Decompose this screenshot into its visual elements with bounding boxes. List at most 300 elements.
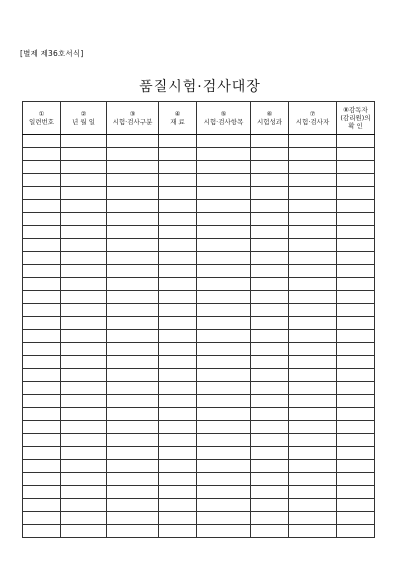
table-cell[interactable] — [61, 278, 107, 291]
table-cell[interactable] — [337, 525, 375, 538]
table-cell[interactable] — [61, 265, 107, 278]
table-cell[interactable] — [197, 434, 251, 447]
table-cell[interactable] — [61, 525, 107, 538]
table-cell[interactable] — [337, 473, 375, 486]
table-cell[interactable] — [159, 434, 197, 447]
table-cell[interactable] — [107, 174, 159, 187]
table-cell[interactable] — [289, 213, 337, 226]
table-cell[interactable] — [337, 161, 375, 174]
table-cell[interactable] — [337, 265, 375, 278]
table-cell[interactable] — [23, 278, 61, 291]
table-cell[interactable] — [23, 200, 61, 213]
table-cell[interactable] — [23, 317, 61, 330]
table-cell[interactable] — [289, 187, 337, 200]
table-cell[interactable] — [23, 434, 61, 447]
table-cell[interactable] — [107, 148, 159, 161]
table-cell[interactable] — [289, 330, 337, 343]
table-cell[interactable] — [337, 239, 375, 252]
table-row — [23, 395, 375, 408]
table-row — [23, 473, 375, 486]
table-cell[interactable] — [337, 447, 375, 460]
table-cell[interactable] — [23, 369, 61, 382]
table-cell[interactable] — [23, 304, 61, 317]
table-cell[interactable] — [337, 395, 375, 408]
table-row — [23, 239, 375, 252]
table-cell[interactable] — [289, 434, 337, 447]
table-row — [23, 356, 375, 369]
table-cell[interactable] — [289, 174, 337, 187]
table-cell[interactable] — [197, 174, 251, 187]
table-cell[interactable] — [289, 148, 337, 161]
table-cell[interactable] — [197, 499, 251, 512]
table-cell[interactable] — [61, 486, 107, 499]
table-cell[interactable] — [23, 486, 61, 499]
table-cell[interactable] — [23, 148, 61, 161]
table-row — [23, 369, 375, 382]
table-cell[interactable] — [197, 265, 251, 278]
table-cell[interactable] — [159, 135, 197, 148]
table-cell[interactable] — [61, 161, 107, 174]
table-cell[interactable] — [337, 486, 375, 499]
table-cell[interactable] — [197, 395, 251, 408]
table-cell[interactable] — [159, 447, 197, 460]
table-cell[interactable] — [23, 473, 61, 486]
column-label: 재 료 — [170, 118, 185, 126]
table-cell[interactable] — [337, 343, 375, 356]
table-cell[interactable] — [197, 148, 251, 161]
table-cell[interactable] — [107, 473, 159, 486]
table-cell[interactable] — [61, 200, 107, 213]
table-cell[interactable] — [23, 460, 61, 473]
table-cell[interactable] — [289, 161, 337, 174]
table-cell[interactable] — [337, 330, 375, 343]
table-cell[interactable] — [23, 252, 61, 265]
table-cell[interactable] — [61, 408, 107, 421]
table-cell[interactable] — [107, 525, 159, 538]
table-cell[interactable] — [61, 356, 107, 369]
table-cell[interactable] — [197, 473, 251, 486]
table-cell[interactable] — [289, 252, 337, 265]
table-cell[interactable] — [107, 265, 159, 278]
table-cell[interactable] — [23, 447, 61, 460]
table-cell[interactable] — [107, 330, 159, 343]
table-cell[interactable] — [159, 239, 197, 252]
table-row — [23, 200, 375, 213]
table-row — [23, 499, 375, 512]
table-cell[interactable] — [159, 148, 197, 161]
table-cell[interactable] — [251, 265, 289, 278]
table-cell[interactable] — [23, 499, 61, 512]
table-cell[interactable] — [107, 434, 159, 447]
table-cell[interactable] — [337, 512, 375, 525]
table-cell[interactable] — [107, 239, 159, 252]
table-cell[interactable] — [337, 226, 375, 239]
column-header-test-results — [251, 102, 289, 135]
table-cell[interactable] — [159, 265, 197, 278]
column-label: 시험·검사구분 — [112, 118, 153, 126]
table-cell[interactable] — [107, 369, 159, 382]
table-cell[interactable] — [107, 161, 159, 174]
table-cell[interactable] — [337, 213, 375, 226]
table-cell[interactable] — [23, 174, 61, 187]
table-cell[interactable] — [289, 135, 337, 148]
table-cell[interactable] — [251, 148, 289, 161]
column-header-test-items — [197, 102, 251, 135]
table-cell[interactable] — [337, 369, 375, 382]
table-cell[interactable] — [61, 512, 107, 525]
table-cell[interactable] — [197, 135, 251, 148]
table-cell[interactable] — [197, 421, 251, 434]
column-header-supervisor-confirmation — [337, 102, 375, 135]
table-cell[interactable] — [23, 135, 61, 148]
ledger-header — [23, 102, 375, 135]
table-row — [23, 447, 375, 460]
table-cell[interactable] — [289, 278, 337, 291]
table-cell[interactable] — [197, 343, 251, 356]
table-cell[interactable] — [251, 499, 289, 512]
table-cell[interactable] — [107, 304, 159, 317]
table-cell[interactable] — [337, 460, 375, 473]
table-cell[interactable] — [23, 161, 61, 174]
table-cell[interactable] — [61, 291, 107, 304]
table-cell[interactable] — [289, 356, 337, 369]
table-cell[interactable] — [107, 226, 159, 239]
table-cell[interactable] — [61, 252, 107, 265]
table-cell[interactable] — [61, 317, 107, 330]
column-number: ⑦ — [309, 110, 316, 118]
table-cell[interactable] — [289, 486, 337, 499]
table-cell[interactable] — [107, 200, 159, 213]
table-row — [23, 135, 375, 148]
table-cell[interactable] — [197, 252, 251, 265]
table-cell[interactable] — [289, 408, 337, 421]
table-cell[interactable] — [337, 291, 375, 304]
table-cell[interactable] — [107, 343, 159, 356]
table-cell[interactable] — [251, 473, 289, 486]
table-cell[interactable] — [61, 395, 107, 408]
table-cell[interactable] — [61, 135, 107, 148]
table-row — [23, 187, 375, 200]
table-cell[interactable] — [337, 317, 375, 330]
table-cell[interactable] — [197, 460, 251, 473]
table-cell[interactable] — [61, 226, 107, 239]
table-cell[interactable] — [337, 135, 375, 148]
table-cell[interactable] — [107, 291, 159, 304]
table-cell[interactable] — [197, 512, 251, 525]
table-cell[interactable] — [61, 473, 107, 486]
table-cell[interactable] — [61, 148, 107, 161]
table-row — [23, 382, 375, 395]
table-row — [23, 252, 375, 265]
table-cell[interactable] — [197, 330, 251, 343]
table-row — [23, 317, 375, 330]
column-header-test-type — [107, 102, 159, 135]
table-cell[interactable] — [23, 226, 61, 239]
table-cell[interactable] — [23, 330, 61, 343]
table-cell[interactable] — [159, 304, 197, 317]
column-number: ⑤ — [220, 110, 227, 118]
column-number: ① — [38, 110, 45, 118]
table-row — [23, 174, 375, 187]
table-cell[interactable] — [159, 525, 197, 538]
table-cell[interactable] — [159, 174, 197, 187]
table-cell[interactable] — [107, 213, 159, 226]
table-cell[interactable] — [159, 486, 197, 499]
form-number-label: [별제 제36호서식] — [20, 49, 84, 58]
table-cell[interactable] — [61, 343, 107, 356]
table-cell[interactable] — [107, 499, 159, 512]
table-cell[interactable] — [197, 486, 251, 499]
table-cell[interactable] — [289, 382, 337, 395]
table-cell[interactable] — [197, 161, 251, 174]
table-row — [23, 148, 375, 161]
table-cell[interactable] — [23, 356, 61, 369]
table-cell[interactable] — [61, 239, 107, 252]
table-cell[interactable] — [289, 343, 337, 356]
table-cell[interactable] — [289, 239, 337, 252]
table-cell[interactable] — [23, 512, 61, 525]
table-cell[interactable] — [251, 356, 289, 369]
table-cell[interactable] — [61, 213, 107, 226]
table-cell[interactable] — [159, 512, 197, 525]
table-cell[interactable] — [159, 343, 197, 356]
table-cell[interactable] — [23, 265, 61, 278]
table-cell[interactable] — [61, 421, 107, 434]
table-cell[interactable] — [159, 382, 197, 395]
table-cell[interactable] — [197, 291, 251, 304]
table-cell[interactable] — [159, 278, 197, 291]
table-cell[interactable] — [197, 213, 251, 226]
table-cell[interactable] — [337, 187, 375, 200]
table-row — [23, 161, 375, 174]
table-cell[interactable] — [159, 499, 197, 512]
table-cell[interactable] — [251, 252, 289, 265]
column-header-serial-number — [23, 102, 61, 135]
table-cell[interactable] — [289, 291, 337, 304]
table-cell[interactable] — [61, 369, 107, 382]
column-header-date — [61, 102, 107, 135]
table-cell[interactable] — [197, 525, 251, 538]
table-cell[interactable] — [159, 213, 197, 226]
table-cell[interactable] — [337, 356, 375, 369]
table-cell[interactable] — [337, 421, 375, 434]
table-cell[interactable] — [159, 187, 197, 200]
column-header-inspector — [289, 102, 337, 135]
table-cell[interactable] — [289, 421, 337, 434]
column-label: 시험·검사항목 — [203, 118, 244, 126]
table-cell[interactable] — [61, 434, 107, 447]
table-cell[interactable] — [251, 200, 289, 213]
table-cell[interactable] — [251, 486, 289, 499]
table-cell[interactable] — [107, 460, 159, 473]
table-cell[interactable] — [197, 226, 251, 239]
table-cell[interactable] — [159, 369, 197, 382]
table-cell[interactable] — [197, 408, 251, 421]
table-cell[interactable] — [23, 213, 61, 226]
table-cell[interactable] — [107, 486, 159, 499]
table-cell[interactable] — [107, 252, 159, 265]
table-cell[interactable] — [159, 408, 197, 421]
table-cell[interactable] — [251, 447, 289, 460]
table-cell[interactable] — [251, 135, 289, 148]
table-cell[interactable] — [107, 421, 159, 434]
table-cell[interactable] — [61, 447, 107, 460]
table-cell[interactable] — [251, 161, 289, 174]
column-label: 일련번호 — [28, 118, 55, 126]
table-cell[interactable] — [159, 252, 197, 265]
table-cell[interactable] — [337, 200, 375, 213]
table-cell[interactable] — [159, 317, 197, 330]
table-cell[interactable] — [159, 473, 197, 486]
ledger-table — [22, 101, 375, 538]
table-cell[interactable] — [61, 330, 107, 343]
table-cell[interactable] — [23, 382, 61, 395]
table-cell[interactable] — [251, 187, 289, 200]
table-cell[interactable] — [23, 421, 61, 434]
table-cell[interactable] — [337, 174, 375, 187]
table-cell[interactable] — [289, 447, 337, 460]
table-cell[interactable] — [107, 395, 159, 408]
header-row — [23, 102, 375, 135]
table-cell[interactable] — [251, 291, 289, 304]
column-label: 시험성과 — [256, 118, 283, 126]
table-cell[interactable] — [197, 187, 251, 200]
column-label: ⑧감독자 (감리원)의 확 인 — [340, 106, 371, 130]
table-cell[interactable] — [107, 317, 159, 330]
table-row — [23, 265, 375, 278]
table-cell[interactable] — [251, 395, 289, 408]
table-cell[interactable] — [107, 356, 159, 369]
table-cell[interactable] — [251, 304, 289, 317]
table-cell[interactable] — [107, 187, 159, 200]
table-cell[interactable] — [251, 369, 289, 382]
table-cell[interactable] — [159, 226, 197, 239]
table-row — [23, 226, 375, 239]
table-cell[interactable] — [159, 200, 197, 213]
table-cell[interactable] — [107, 512, 159, 525]
table-cell[interactable] — [23, 525, 61, 538]
table-cell[interactable] — [61, 304, 107, 317]
table-cell[interactable] — [197, 278, 251, 291]
table-cell[interactable] — [289, 395, 337, 408]
table-cell[interactable] — [61, 382, 107, 395]
table-cell[interactable] — [289, 304, 337, 317]
table-row — [23, 421, 375, 434]
table-cell[interactable] — [107, 278, 159, 291]
table-cell[interactable] — [337, 499, 375, 512]
table-cell[interactable] — [251, 421, 289, 434]
table-cell[interactable] — [107, 135, 159, 148]
table-cell[interactable] — [337, 148, 375, 161]
table-cell[interactable] — [251, 382, 289, 395]
table-cell[interactable] — [197, 447, 251, 460]
table-cell[interactable] — [251, 525, 289, 538]
table-cell[interactable] — [289, 226, 337, 239]
column-number: ④ — [174, 110, 181, 118]
table-cell[interactable] — [251, 330, 289, 343]
table-cell[interactable] — [23, 187, 61, 200]
table-row — [23, 304, 375, 317]
column-number: ② — [80, 110, 87, 118]
table-cell[interactable] — [159, 395, 197, 408]
table-cell[interactable] — [197, 239, 251, 252]
table-cell[interactable] — [23, 239, 61, 252]
table-cell[interactable] — [159, 161, 197, 174]
table-cell[interactable] — [289, 460, 337, 473]
table-row — [23, 486, 375, 499]
table-row — [23, 512, 375, 525]
table-cell[interactable] — [289, 512, 337, 525]
table-cell[interactable] — [289, 499, 337, 512]
column-number: ③ — [129, 110, 136, 118]
table-row — [23, 434, 375, 447]
table-cell[interactable] — [251, 408, 289, 421]
table-cell[interactable] — [159, 460, 197, 473]
table-cell[interactable] — [337, 408, 375, 421]
table-cell[interactable] — [197, 317, 251, 330]
table-cell[interactable] — [289, 473, 337, 486]
table-cell[interactable] — [159, 421, 197, 434]
table-cell[interactable] — [159, 291, 197, 304]
table-cell[interactable] — [23, 395, 61, 408]
table-cell[interactable] — [159, 330, 197, 343]
document-title: 품질시험·검사대장 — [139, 79, 261, 95]
table-cell[interactable] — [251, 278, 289, 291]
table-cell[interactable] — [23, 408, 61, 421]
table-row — [23, 330, 375, 343]
table-row — [23, 213, 375, 226]
table-cell[interactable] — [107, 447, 159, 460]
table-cell[interactable] — [251, 317, 289, 330]
table-cell[interactable] — [61, 174, 107, 187]
table-cell[interactable] — [197, 369, 251, 382]
table-cell[interactable] — [337, 278, 375, 291]
table-cell[interactable] — [159, 356, 197, 369]
table-cell[interactable] — [251, 343, 289, 356]
table-cell[interactable] — [197, 382, 251, 395]
table-cell[interactable] — [251, 460, 289, 473]
table-cell[interactable] — [61, 460, 107, 473]
table-cell[interactable] — [197, 200, 251, 213]
table-cell[interactable] — [61, 499, 107, 512]
table-cell[interactable] — [251, 213, 289, 226]
table-row — [23, 291, 375, 304]
table-cell[interactable] — [289, 525, 337, 538]
table-cell[interactable] — [251, 174, 289, 187]
table-cell[interactable] — [107, 408, 159, 421]
table-cell[interactable] — [337, 304, 375, 317]
table-cell[interactable] — [107, 382, 159, 395]
ledger-body — [23, 135, 375, 538]
table-cell[interactable] — [251, 434, 289, 447]
table-cell[interactable] — [337, 252, 375, 265]
table-cell[interactable] — [251, 226, 289, 239]
table-cell[interactable] — [289, 265, 337, 278]
table-cell[interactable] — [251, 239, 289, 252]
table-cell[interactable] — [289, 369, 337, 382]
table-cell[interactable] — [23, 291, 61, 304]
table-cell[interactable] — [197, 356, 251, 369]
column-header-material — [159, 102, 197, 135]
table-cell[interactable] — [23, 343, 61, 356]
table-cell[interactable] — [337, 434, 375, 447]
table-cell[interactable] — [61, 187, 107, 200]
table-cell[interactable] — [197, 304, 251, 317]
table-cell[interactable] — [289, 200, 337, 213]
table-cell[interactable] — [251, 512, 289, 525]
table-cell[interactable] — [337, 382, 375, 395]
table-cell[interactable] — [289, 317, 337, 330]
